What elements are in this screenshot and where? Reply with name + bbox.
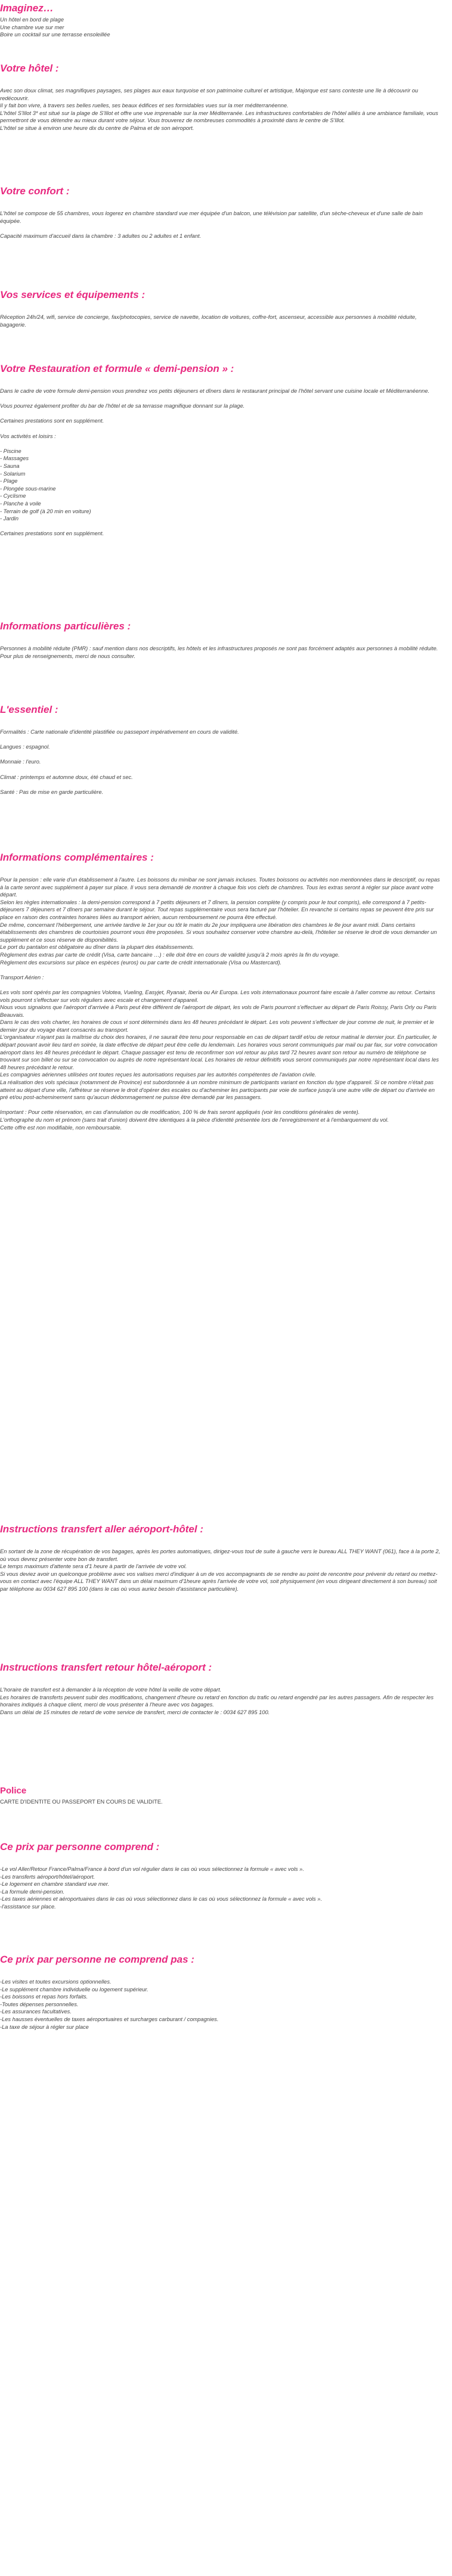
list-item: - Plage xyxy=(0,478,18,485)
text-line: -Le logement en chambre standard vue mer. xyxy=(0,1881,110,1888)
section-title: Instructions transfert retour hôtel-aéroport : xyxy=(0,1662,212,1673)
text-line: Climat : printemps et automne doux, été chaud et sec. xyxy=(0,774,133,780)
section-imaginez xyxy=(0,2,441,39)
list-item: - Massages xyxy=(0,455,29,462)
section-informations-complementaires xyxy=(0,851,441,1131)
text-line: -Les visites et toutes excursions optionnelles. xyxy=(0,1979,112,1985)
section-title: Ce prix par personne ne comprend pas : xyxy=(0,1954,194,1965)
subheading: Transport Aérien : xyxy=(0,974,44,980)
text-line: Réception 24h/24, wifi, service de concierge, fax/photocopies, service de navette, location de voitures, coffre-fort, ascenseur, accessible aux personnes à mobilité réduite, bagagerie. xyxy=(0,314,417,328)
text-line: Certaines prestations sont en supplément. xyxy=(0,530,104,537)
text-line: -Les assurances facultatives. xyxy=(0,2009,72,2015)
section-prix-ne-comprend xyxy=(0,1953,441,2031)
text-line: Langues : espagnol. xyxy=(0,744,50,750)
text-line: Règlement des excursions sur place en espèces (euros) ou par carte de crédit internationale (Visa ou Mastercard). xyxy=(0,959,282,966)
section-title: Informations particulières : xyxy=(0,620,131,632)
text-line: Vous pourrez également profiter du bar de l'hôtel et de sa terrasse magnifique donnant sur la plage. xyxy=(0,403,245,409)
section-title: Police xyxy=(0,1786,27,1796)
text-line: -Le supplément chambre individuelle ou logement supérieur. xyxy=(0,1986,148,1992)
spacer xyxy=(0,425,441,433)
text-line: Les vols sont opérés par les compagnies Volotea, Vueling, Easyjet, Ryanair, Iberia ou Air Europa. Les vols internationaux pourront faire escale à l'aller comme au retour. Certains vols pourront s'effectuer sur vols réguliers avec escale et changement d'appareil. xyxy=(0,989,435,1003)
list-item: - Cyclisme xyxy=(0,493,26,499)
section-title: Votre Restauration et formule « demi-pension » : xyxy=(0,363,234,374)
text-line: Le port du pantalon est obligatoire au dîner dans la plupart des établissements. xyxy=(0,944,194,951)
text-line: Santé : Pas de mise en garde particulière. xyxy=(0,789,104,795)
text-line: -Les taxes aériennes et aéroportuaires dans le cas où vous sélectionnez dans le cas où vous sélectionnez la formule « avec vols ». xyxy=(0,1896,323,1902)
text-line: Monnaie : l'euro. xyxy=(0,759,41,765)
text-line: Le temps maximum d'attente sera d'1 heure à partir de l'arrivée de votre vol. xyxy=(0,1563,187,1570)
section-restauration xyxy=(0,362,441,538)
list-item: - Solarium xyxy=(0,470,26,477)
text-line: -l'assistance sur place. xyxy=(0,1903,56,1910)
spacer xyxy=(0,781,441,789)
text-line: Boire un cocktail sur une terrasse ensoleillée xyxy=(0,32,110,38)
text-line: En sortant de la zone de récupération de vos bagages, après les portes automatiques, dirigez-vous tout de suite à gauche vers le bureau ALL THEY WANT (061), face à la porte 2, où vous devrez présenter votre bon de transfert. xyxy=(0,1548,441,1562)
text-line: Nous vous signalons que l'aéroport d'arrivée à Paris peut être différent de l'aéroport de départ, les vols de Paris pourront s'effectuer au départ de Paris Roissy, Paris Orly ou Paris Beauvais. xyxy=(0,1004,436,1018)
list-item: - Plongée sous-marine xyxy=(0,485,56,492)
text-line: -Toutes dépenses personnelles. xyxy=(0,2001,79,2007)
spacer xyxy=(0,736,441,744)
text-line: Règlement des extras par carte de crédit (Visa, carte bancaire …) : elle doit être en cours de validité jusqu'à 2 mois après la fin du voyage. xyxy=(0,951,340,958)
section-essentiel xyxy=(0,703,441,796)
section-title: Votre confort : xyxy=(0,185,70,197)
text-line: Avec son doux climat, ses magnifiques paysages, ses plages aux eaux turquoise et son patrimoine culturel et artistique, Majorque est sans conteste une île à découvrir ou redécouvrir. xyxy=(0,88,419,101)
text-line xyxy=(0,225,441,232)
text-line: Important : Pour cette réservation, en cas d'annulation ou de modification, 100 % de frais seront appliqués (voir les conditions générales de vente). xyxy=(0,1109,360,1116)
text-line: Selon les règles internationales : la demi-pension correspond à 7 petits déjeuners et 7 dîners, la pension complète (y compris pour le tout compris), elle correspond à 7 petits-déjeuners 7 déjeuners et 7 dîners par semaine durant le séjour. Tout repas supplémentaire vous sera facturé par l'hôtelier. En revanche si certains repas se peuvent être pris sur place en raison des contraintes horaires liées au transport aérien, aucun remboursement ne pourra être effectué. xyxy=(0,899,434,920)
section-votre-confort xyxy=(0,185,441,240)
section-title: Vos services et équipements : xyxy=(0,289,145,300)
text-line: Les compagnies aériennes utilisées ont toutes reçues les autorisations requises par les autorités compétentes de l'aviation civile. xyxy=(0,1072,317,1078)
text-line: Les horaires de transferts peuvent subir des modifications, changement d'heure ou retard en fonction du trafic ou retard engendré par les autres passagers. Afin de respecter les horaires indiqués à chaque client, merci de vous présenter à l'heure avec vos bagages. xyxy=(0,1694,434,1708)
text-line: L'hôtel S'Illot 3* est situé sur la plage de S'Illot et offre une vue imprenable sur la mer Méditerranée. Les infrastructures confortables de l'hôtel alliés à une ambiance familiale, vous permettront de vous détendre au mieux durant votre séjour. Vous trouverez de nombreuses commodités à proximité dans le centre de S'Illot. xyxy=(0,110,438,124)
text-line: -La formule demi-pension. xyxy=(0,1888,64,1895)
text-line: Dans le cas des vols charter, les horaires de cous vi sont déterminés dans les 48 heures précédant le départ. Les vols peuvent s'effectuer de jour comme de nuit, le premier et le dernier jour du voyage étant consacrés au transport. xyxy=(0,1019,434,1033)
section-prix-comprend xyxy=(0,1841,441,1911)
section-title: Votre hôtel : xyxy=(0,63,59,74)
spacer xyxy=(0,981,441,989)
text-line: L'orthographe du nom et prénom (sans trait d'union) doivent être identiques à la pièce d'identité présentée lors de l'enregistrement et à l'embarquement du vol. xyxy=(0,1117,389,1123)
section-votre-hotel xyxy=(0,62,441,132)
text-line: -Les boissons et repas hors forfaits. xyxy=(0,1994,88,2000)
list-item: - Jardin xyxy=(0,516,19,522)
text-line: L'hôtel se situe à environ une heure dix du centre de Palma et de son aéroport. xyxy=(0,125,194,131)
text-line: Si vous deviez avoir un quelconque problème avec vos valises merci d'indiquer à un de vos accompagnants de se rendre au point de rencontre pour prévenir du retard ou mettez-vous en contact avec l'équipe ALL THEY WANT dans un délai maximum d'1heure après l'arrivée de votre vol, soit physiquement (en vous dirigeant directement à son bureau) soit par téléphone au 0034 627 895 100 (dans le cas où vous auriez besoin d'assistance particulière). xyxy=(0,1571,438,1592)
spacer xyxy=(0,523,441,530)
text-line: Cette offre est non modifiable, non remboursable. xyxy=(0,1124,122,1131)
list-item: - Piscine xyxy=(0,448,21,454)
text-line: -La taxe de séjour à régler sur place xyxy=(0,2023,89,2030)
spacer xyxy=(0,440,441,448)
section-title: Informations complémentaires : xyxy=(0,852,154,863)
text-line: L'hôtel se compose de 55 chambres, vous logerez en chambre standard vue mer équipée d'un balcon, une télévision par satellite, d'un sèche-cheveux et d'une salle de bain équipée. xyxy=(0,210,423,224)
spacer xyxy=(0,966,441,974)
section-informations-particulieres xyxy=(0,620,441,660)
spacer xyxy=(0,1101,441,1109)
list-item: - Terrain de golf (à 20 min en voiture) xyxy=(0,508,91,514)
text-line: Un hôtel en bord de plage xyxy=(0,17,64,23)
section-transfert-aller xyxy=(0,1523,441,1593)
section-title: Imaginez… xyxy=(0,2,54,14)
section-police xyxy=(0,1785,441,1806)
list-item: - Planche à voile xyxy=(0,500,41,507)
spacer xyxy=(0,751,441,759)
text-line: Certaines prestations sont en supplément. xyxy=(0,418,104,424)
text-line: Une chambre vue sur mer xyxy=(0,24,64,30)
text-line: -Les transferts aéroport/hôtel/aéroport. xyxy=(0,1873,95,1880)
list-item: - Sauna xyxy=(0,463,20,469)
text-line: Vos activités et loisirs : xyxy=(0,433,56,439)
text-line: Dans un délai de 15 minutes de retard de votre service de transfert, merci de contacter le : 0034 627 895 100. xyxy=(0,1709,270,1715)
spacer xyxy=(0,766,441,774)
section-title: L'essentiel : xyxy=(0,704,58,715)
spacer xyxy=(0,410,441,418)
text-line: Il y fait bon vivre, à travers ses belles ruelles, ses beaux édifices et ses formidables vues sur la mer méditerranéenne. xyxy=(0,103,289,109)
text-line: Pour plus de renseignements, merci de nous consulter. xyxy=(0,653,136,659)
spacer xyxy=(0,395,441,403)
text-line: CARTE D'IDENTITE OU PASSEPORT EN COURS DE VALIDITE. xyxy=(0,1799,163,1805)
section-title: Ce prix par personne comprend : xyxy=(0,1841,160,1852)
text-line: -Le vol Aller/Retour France/Palma/France à bord d'un vol régulier dans le cas où vous sélectionnez la formule « avec vols ». xyxy=(0,1866,304,1872)
section-title: Instructions transfert aller aéroport-hôtel : xyxy=(0,1523,203,1535)
text-line: Capacité maximum d'accueil dans la chambre : 3 adultes ou 2 adultes et 1 enfant. xyxy=(0,232,202,239)
text-line: Pour la pension : elle varie d'un établissement à l'autre. Les boissons du minibar ne sont jamais incluses. Toutes boissons ou activités non mentionnées dans le descriptif, ou repas à la carte seront avec supplément à payer sur place. Il vous sera demandé de montrer à chaque fois vos clefs de chambres. Tous les extras seront à régler sur place avant votre départ. xyxy=(0,877,440,898)
text-line: -Les hausses éventuelles de taxes aéroportuaires et surcharges carburant / compagnies. xyxy=(0,2016,219,2022)
text-line: Dans le cadre de votre formule demi-pension vous prendrez vos petits déjeuners et dîners dans le restaurant principal de l'hôtel servant une cuisine locale et Méditerranéenne. xyxy=(0,388,430,394)
text-line: Personnes à mobilité réduite (PMR) : sauf mention dans nos descriptifs, les hôtels et les infrastructures proposés ne sont pas forcément adaptés aux personnes à mobilité réduite. xyxy=(0,645,438,651)
text-line: De même, concernant l'hébergement, une arrivée tardive le 1er jour ou tôt le matin du 2e jour impliquera une libération des chambres le 8e jour avant midi. Dans certains établissements des chambres de courtoisies pourront vous être proposées. Si vous souhaitez conserver votre chambre au-delà, l'hôtelier se réserve le droit de vous demander un supplément et ce sous réserve de disponibilités. xyxy=(0,921,437,943)
text-line: L'horaire de transfert est à demander à la réception de votre hôtel la veille de votre départ. xyxy=(0,1687,222,1693)
text-line: Formalités : Carte nationale d'identité plastifiée ou passeport impérativement en cours de validité. xyxy=(0,729,239,735)
section-services xyxy=(0,288,441,328)
text-line: L'organisateur n'ayant pas la maîtrise du choix des horaires, il ne saurait être tenu pour responsable en cas de départ tardif et/ou de retour matinal le dernier jour. En particulier, le départ pouvant avoir lieu tard en soirée, la date effective de départ peut être celle du lendemain. Les horaires vous seront communiqués par mail ou par fax, sur votre convocation aéroport dans les 48 heures précédant le départ. Chaque passager est tenu de reconfirmer son vol retour au plus tard 72 heures avant son retour au numéro de téléphone se trouvant sur son billet ou sur se convocation ou auprès de notre représentant local. Les horaires de retour définitifs vous seront communiqués par notre représentant local dans les 48 heures précédant le retour. xyxy=(0,1034,439,1070)
section-transfert-retour xyxy=(0,1661,441,1716)
text-line: La réalisation des vols spéciaux (notamment de Province) est subordonnée à un nombre minimum de participants variant en fonction du type d'appareil. Si ce nombre n'était pas atteint au départ d'une ville, l'affréteur se réserve le droit d'opérer des escales ou d'acheminer les participants par voie de surface jusqu'à une autre ville de départ ou d'arrivée en pré et/ou post-acheminement sans qu'aucun dédommagement ne puisse être demandé par les passagers. xyxy=(0,1079,435,1101)
